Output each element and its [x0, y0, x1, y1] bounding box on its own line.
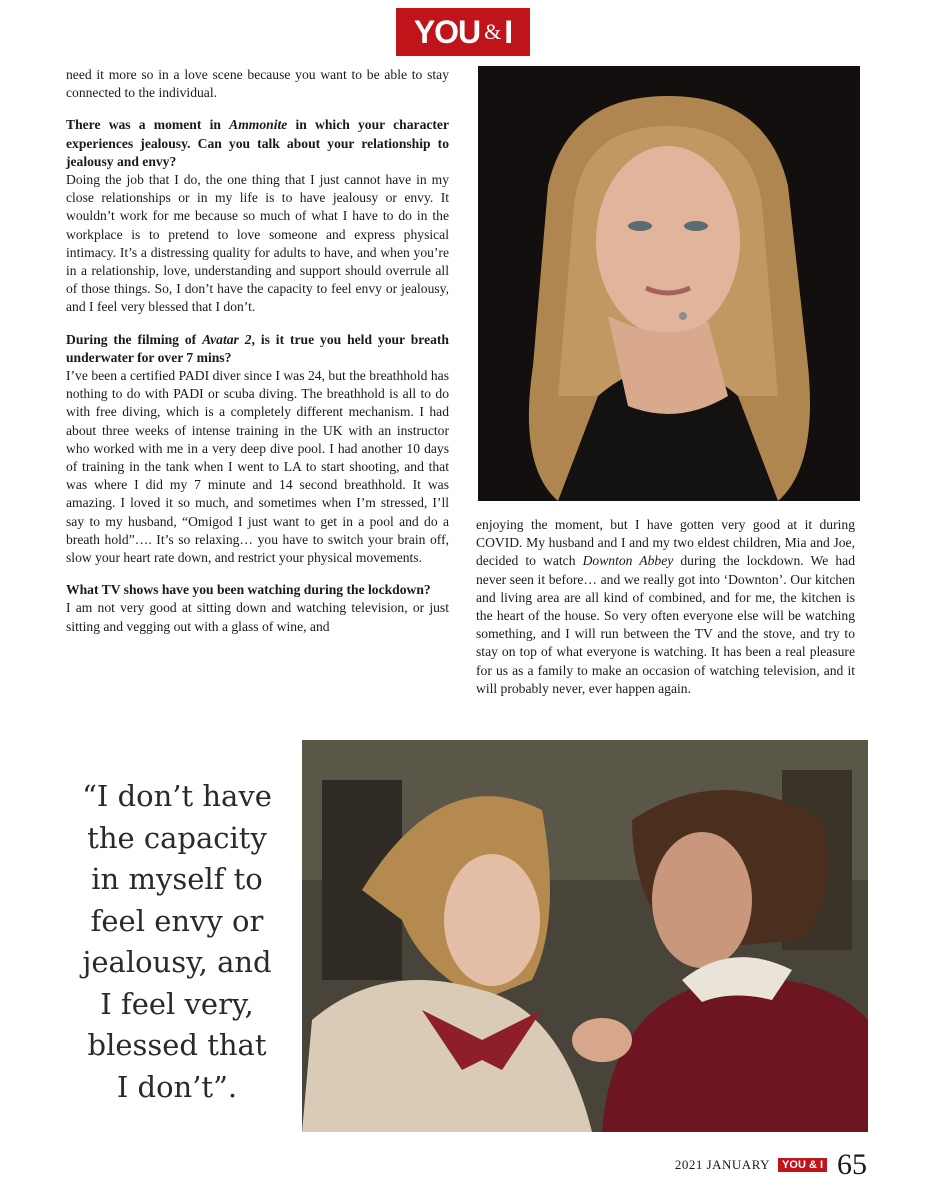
magazine-logo: [396, 8, 530, 56]
pull-quote: [66, 776, 288, 1108]
answer-tv-part1: I am not very good at sitting down and watching television, or just sitting and vegging out with a glass of wine, and: [66, 600, 449, 634]
question-jealousy: [66, 116, 449, 171]
pull-quote-line: in myself to: [91, 862, 263, 896]
question-text: in which your character experiences jealousy. Can you talk about your relationship to jealousy and envy?: [66, 117, 449, 169]
portrait-photo: [478, 66, 860, 501]
answer-text: enjoying the moment, but I have gotten very good at it during COVID. My husband and I and my two eldest children, Mia and Joe, decided to watch: [476, 517, 855, 569]
question-tv: What TV shows have you been watching during the lockdown?: [66, 582, 431, 598]
film-title-avatar: Avatar 2: [202, 331, 252, 347]
pull-quote-line: I don’t”.: [116, 1069, 238, 1104]
question-text: , is it true you held your breath underwater for over 7 mins?: [66, 331, 449, 365]
paragraph-intro: need it more so in a love scene because you want to be able to stay connected to the individual.: [66, 67, 449, 101]
portrait-illustration: [478, 66, 860, 501]
logo-amp: &: [484, 19, 501, 44]
answer-tv-part2: [476, 516, 855, 698]
right-column: [476, 516, 855, 698]
pull-quote-line: the capacity: [87, 820, 267, 855]
logo-i: I: [504, 13, 513, 50]
logo-you: YOU: [413, 13, 481, 50]
answer-avatar: I’ve been a certified PADI diver since I was 24, but the breathhold has nothing to do with PADI or scuba diving. The breathhold is all to do with free diving, which is a completely different mechanism. I had about three weeks of intense training in the UK with an instructor who worked with me in a very deep dive pool. I had another 10 days of training in the tank when I went to LA to start shooting, and that was where I did my 7 minute and 14 second breathhold. It was amazing. I loved it so much, and sometimes when I’m stressed, I’ll say to my husband, “Omigod I just want to get in a pool and do a breath hold”…. It’s so relaxing… you have to switch your brain off, slow your heart rate down, and restrict your physical movements.: [66, 368, 449, 566]
issue-date: 2021 JANUARY: [674, 1157, 771, 1172]
page-footer: [675, 1148, 867, 1182]
film-still-photo: [302, 740, 868, 1132]
film-still-illustration: [302, 740, 868, 1132]
answer-text: during the lockdown. We had never seen it before… and we really got into ‘Downton’. Our kitchen and living area are all kind of combined, and for me, the kitchen is the heart of the house. So very often everyone else will be watching something, and I will run between the TV and the stove, and try to stay on top of what everyone is watching. It has been a real pleasure for us as a family to make an occasion of watching television, and it will probably never, ever happen again.: [476, 553, 856, 696]
pull-quote-line: jealousy, and: [82, 945, 272, 979]
pull-quote-line: I feel very,: [100, 986, 254, 1021]
question-text: There was a moment in: [66, 117, 230, 133]
footer-logo-badge: YOU & I: [778, 1158, 827, 1172]
question-avatar: [66, 331, 449, 367]
question-text: During the filming of: [66, 331, 203, 347]
page-number: 65: [837, 1148, 867, 1181]
left-column: [66, 66, 449, 636]
pull-quote-line: blessed that: [87, 1028, 267, 1062]
answer-jealousy: Doing the job that I do, the one thing that I just cannot have in my close relationships or in my life is to have jealousy or envy. It wouldn’t work for me because so much of what I have to do in the workplace is to pretend to love someone and express physical intimacy. It’s a distressing quality for adults to have, and when you’re in a relationship, love, understanding and support should overrule all of those things. So, I don’t have the capacity to feel envy or jealousy, and I feel very blessed that I don’t.: [66, 172, 449, 315]
pull-quote-line: feel envy or: [90, 903, 264, 938]
pull-quote-line: “I don’t have: [82, 779, 272, 813]
show-title-downton: Downton Abbey: [582, 553, 674, 569]
film-title-ammonite: Ammonite: [229, 117, 288, 133]
